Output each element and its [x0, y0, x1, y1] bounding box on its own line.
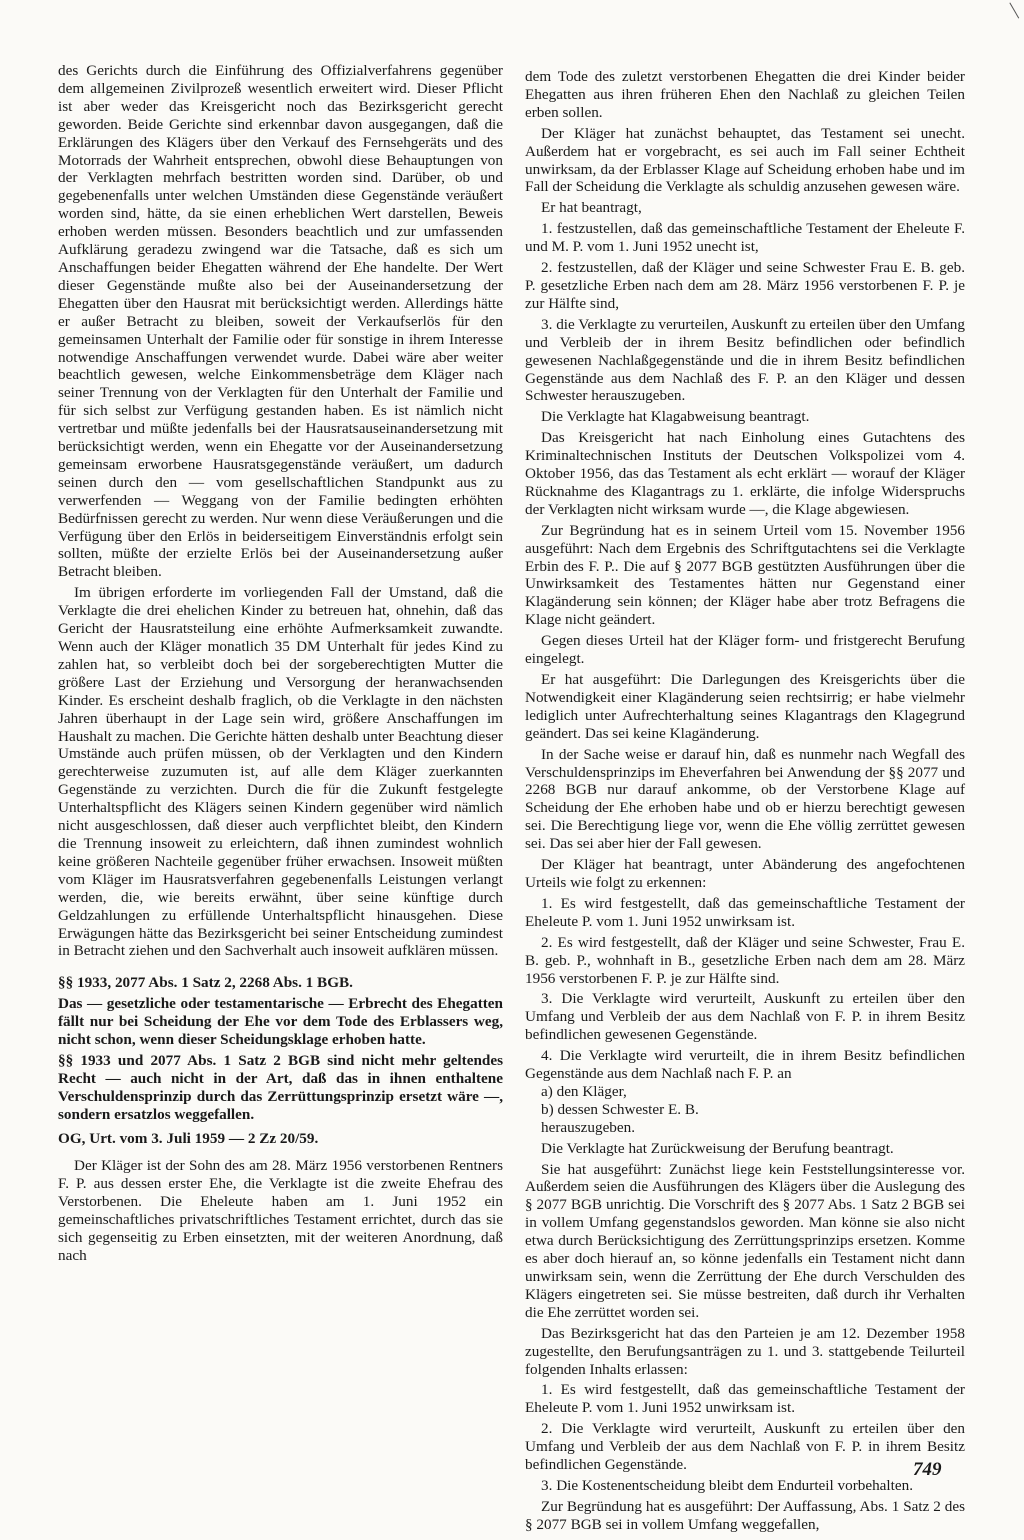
citation: OG, Urt. vom 3. Juli 1959 — 2 Zz 20/59.	[58, 1129, 319, 1147]
paragraph: Er hat beantragt,	[541, 199, 642, 217]
list-item: 2. festzustellen, daß der Kläger und seine Schwester Frau E. B. geb. P. gesetzliche Erben nach dem am 28. März 1956 verstorbenen F. P. je zur Hälfte sind,	[525, 259, 965, 312]
left-column	[58, 62, 503, 1265]
section-heading: §§ 1933, 2077 Abs. 1 Satz 2, 2268 Abs. 1 BGB.	[58, 974, 353, 992]
list-item: b) dessen Schwester E. B.	[541, 1100, 699, 1118]
list-item: 1. festzustellen, daß das gemeinschaftliche Testament der Eheleute F. und M. P. vom 1. Juni 1952 unecht ist,	[525, 220, 965, 256]
facts-paragraph: Der Kläger ist der Sohn des am 28. März 1956 verstorbenen Rentners F. P. aus dessen erster Ehe, die Verklagte ist die zweite Ehefrau des Verstorbenen. Die Eheleute haben am 1. Juni 1952 ein gemeinschaftliches privatschriftliches Testament errichtet, durch das sie sich gegenseitig zu Erben einsetzten, mit der weiteren Anordnung, daß nach	[58, 1157, 503, 1264]
corner-scan-mark	[994, 2, 1019, 27]
paragraph: Das Kreisgericht hat nach Einholung eines Gutachtens des Kriminaltechnischen Instituts der Deutschen Volkspolizei vom 4. Oktober 1956, das das Testament als echt erklärt — worauf der Kläger Rücknahme des Klagantrags zu 1. erklärte, die infolge Widerspruchs der Verklagten nicht wirksam wurde —, die Klage abgewiesen.	[525, 429, 965, 518]
list-item: 2. Die Verklagte wird verurteilt, Auskunft zu erteilen über den Umfang und Verbleib der aus dem Nachlaß von F. P. in ihrem Besitz befindlichen Gegenstände.	[525, 1420, 965, 1474]
paragraph: des Gerichts durch die Einführung des Offizialverfahrens gegenüber dem allgemeinen Zivilprozeß wesentlich erweitert wird. Dieser Pflicht ist aber weder das Kreisgericht noch das Bezirksgericht gerecht geworden. Beide Gerichte sind erkennbar davon ausgegangen, daß die Erklärungen des Klägers über den Verkauf des Fernsehgeräts und des Motorrads der Wahrheit entsprechen, obwohl diese Behauptungen von der Verklagten mehrfach bestritten worden sind. Darüber, ob und gegebenenfalls unter welchen Umständen diese Gegenstände veräußert worden sind, hätte, da sie einen erheblichen Wert darstellen, Beweis erhoben werden müssen. Besonders beachtlich und zur umfassenden Aufklärung geradezu zwingend war die Tatsache, daß es sich um Anschaffungen beider Ehegatten während der Ehe handelte. Der Wert dieser Gegenstände mußte also bei der Auseinandersetzung der Ehegatten über den Hausrat mit berücksichtigt werden. Allerdings hätte er außer Betracht zu bleiben, soweit der Verkaufserlös für den gemeinsamen Unterhalt der Familie oder für sonstige in ihrem Interesse notwendige Anschaffungen verwendet wurde. Dabei wäre aber weiter beachtlich gewesen, welche Einkommensbeträge dem Kläger nach seiner Trennung von der Verklagten für den Unterhalt der Familie und für sich selbst zur Verfügung gestanden haben. Es ist nämlich nicht vertretbar und müßte jedenfalls bei der Hausratsauseinandersetzung mit berücksichtigt werden, wenn ein Ehegatte vor der Auseinandersetzung gemeinsam erworbene Hausratsgegenstände veräußert, um dadurch seinen durch den — vom gesellschaftlichen Standpunkt aus zu verwerfenden — Weggang von der Familie bedingten erhöhten Bedürfnissen gerecht zu werden. Nur wenn diese Veräußerungen und die Verfügung über den Erlös in beiderseitigem Einverständnis erfolgt sein sollten, müßte der erzielte Erlös bei der Auseinandersetzung außer Betracht bleiben.	[58, 62, 503, 581]
list-item: 3. Die Kostenentscheidung bleibt dem Endurteil vorbehalten.	[541, 1476, 913, 1494]
list-item: 1. Es wird festgestellt, daß das gemeinschaftliche Testament der Eheleute P. vom 1. Juni 1952 unwirksam ist.	[525, 1381, 965, 1417]
paragraph: Die Verklagte hat Zurückweisung der Berufung beantragt.	[541, 1139, 894, 1157]
paragraph: In der Sache weise er darauf hin, daß es nunmehr nach Wegfall des Verschuldensprinzips im Eheverfahren bei Anwendung der §§ 2077 und 2268 BGB nur darauf ankomme, ob der Verstorbene Klage auf Scheidung der Ehe erhoben habe und ob er hierzu berechtigt gewesen sei. Die Berechtigung liege vor, wenn die Ehe völlig zerrüttet gewesen sei. Das sei aber hier der Fall gewesen.	[525, 745, 965, 853]
right-column	[525, 68, 965, 1534]
list-item: herauszugeben.	[541, 1118, 636, 1136]
paragraph: dem Tode des zuletzt verstorbenen Ehegatten die drei Kinder beider Ehegatten aus ihren früheren Ehen den Nachlaß zu gleichen Teilen erben sollen.	[525, 68, 965, 121]
leitsatz-1: Das — gesetzliche oder testamentarische — Erbrecht des Ehegatten fällt nur bei Scheidung der Ehe vor dem Tode des Erblassers weg, nicht schon, wenn dieser Scheidungsklage erhoben hatte.	[58, 995, 503, 1049]
paragraph: Er hat ausgeführt: Die Darlegungen des Kreisgerichts über die Notwendigkeit einer Klagänderung seien rechtsirrig; er habe vielmehr lediglich unter Aufrechterhaltung seines Klagantrags den Klagegrund geändert. Das sei keine Klagänderung.	[525, 671, 965, 742]
paragraph: Sie hat ausgeführt: Zunächst liege kein Feststellungsinteresse vor. Außerdem seien die Ausführungen des Klägers über die Auslegung des § 2077 BGB unrichtig. Die Vorschrift des § 2077 Abs. 1 Satz 2 BGB sei in vollem Umfang gegenstandslos geworden. Man könne sie also nicht etwa durch Berücksichtigung des Zerrüttungsprinzips ersetzen. Komme es aber doch hierauf an, so könne jedenfalls ein Testament nicht dann unwirksam sein, wenn die Zerrüttung der Ehe durch Verschulden des Klägers eingetreten sei. Sie müsse bestreiten, daß durch ihr Verhalten die Ehe zerrüttet worden sei.	[525, 1160, 965, 1321]
paragraph: Zur Begründung hat es in seinem Urteil vom 15. November 1956 ausgeführt: Nach dem Ergebnis des Schriftgutachtens sei die Verklagte Erbin des F. P.. Die auf § 2077 BGB gestützten Ausführungen über die Unwirksamkeit des Testamentes hätten nur Gegenstand einer Klagänderung sein können; der Kläger habe aber trotz Befragens die Klage nicht geändert.	[525, 521, 965, 629]
leitsatz-2: §§ 1933 und 2077 Abs. 1 Satz 2 BGB sind nicht mehr geltendes Recht — auch nicht in der Art, daß das in ihnen enthaltene Verschuldensprinzip durch das Zerrüttungsprinzip ersetzt wäre —, sondern ersatzlos weggefallen.	[58, 1051, 503, 1123]
paragraph: Der Kläger hat beantragt, unter Abänderung des angefochtenen Urteils wie folgt zu erkennen:	[525, 856, 965, 891]
paragraph: Zur Begründung hat es ausgeführt: Der Auffassung, Abs. 1 Satz 2 des § 2077 BGB sei in vollem Umfang weggefallen,	[525, 1497, 965, 1533]
list-item: 3. die Verklagte zu verurteilen, Auskunft zu erteilen über den Umfang und Verbleib der in ihrem Besitz befindlichen oder befindlich gewesenen Nachlaßgegenstände und die in ihrem Besitz befindlichen Gegenstände aus dem Nachlaß des F. P. an den Kläger und dessen Schwester herauszugeben.	[525, 315, 965, 405]
paragraph: Das Bezirksgericht hat das den Parteien je am 12. Dezember 1958 zugestellte, den Berufungsanträgen zu 1. und 3. stattgebende Teilurteil folgenden Inhalts erlassen:	[525, 1324, 965, 1378]
list-item: 4. Die Verklagte wird verurteilt, die in ihrem Besitz befindlichen Gegenstände aus dem Nachlaß nach F. P. an	[525, 1047, 965, 1083]
page-number: 749	[913, 1459, 942, 1480]
paragraph: Im übrigen erforderte im vorliegenden Fall der Umstand, daß die Verklagte die drei ehelichen Kinder zu betreuen hat, ohnehin, daß das Gericht der Hausratsteilung eine erhöhte Aufmerksamkeit zuwandte. Wenn auch der Kläger monatlich 35 DM Unterhalt für jedes Kind zu zahlen hat, so verbleibt doch bei der sorgeberechtigten Mutter die größere Last der Erziehung und Versorgung der heranwachsenden Kinder. Es erscheint deshalb fraglich, ob die Verklagte in den nächsten Jahren überhaupt in der Lage sein wird, größere Anschaffungen im Haushalt zu machen. Die Gerichte hätten deshalb unter Beachtung dieser Umstände auch prüfen müssen, ob der Verklagten und den Kindern gerechterweise zuzumuten ist, auf alle dem Kläger zuerkannten Gegenstände zu verzichten. Durch die für die Zukunft festgelegte Unterhaltspflicht des Klägers seinen Kindern gegenüber wird nämlich nicht ausgeschlossen, daß dieser auch verpflichtet bleibt, den Kindern die Trennung insoweit zu erleichtern, daß ihnen zumindest wohnlich keine größeren Nachteile gegenüber früher erwachsen. Insoweit müßten vom Kläger im Hausratsverfahren gegebenenfalls Leistungen verlangt werden, die, wie bereits erwähnt, über seine künftige durch Geldzahlungen zu erfüllende Unterhaltspflicht hinausgehen. Diese Erwägungen hätte das Bezirksgericht bei seiner Entscheidung zumindest in Betracht ziehen und den Sachverhalt auch insoweit aufklären müssen.	[58, 584, 503, 960]
paragraph: Der Kläger hat zunächst behauptet, das Testament sei unecht. Außerdem hat er vorgebracht, es sei auch im Fall seiner Echtheit unwirksam, da der Erblasser Klage auf Scheidung erhoben habe und im Fall der Scheidung die Verklagte als schuldig anzusehen gewesen wäre.	[525, 124, 965, 196]
list-item: a) den Kläger,	[541, 1082, 627, 1100]
paragraph: Die Verklagte hat Klagabweisung beantragt.	[541, 408, 810, 426]
list-item: 1. Es wird festgestellt, daß das gemeinschaftliche Testament der Eheleute P. vom 1. Juni 1952 unwirksam ist.	[525, 894, 965, 930]
paragraph: Gegen dieses Urteil hat der Kläger form- und fristgerecht Berufung eingelegt.	[525, 632, 965, 668]
list-item: 3. Die Verklagte wird verurteilt, Auskunft zu erteilen über den Umfang und Verbleib der aus dem Nachlaß von F. P. in ihrem Besitz befindlichen gewesenen Gegenstände.	[525, 990, 965, 1044]
list-item: 2. Es wird festgestellt, daß der Kläger und seine Schwester, Frau E. B. geb. P., wohnhaft in B., gesetzliche Erben nach dem am 28. März 1956 verstorbenen F. P. je zur Hälfte sind.	[525, 933, 965, 987]
